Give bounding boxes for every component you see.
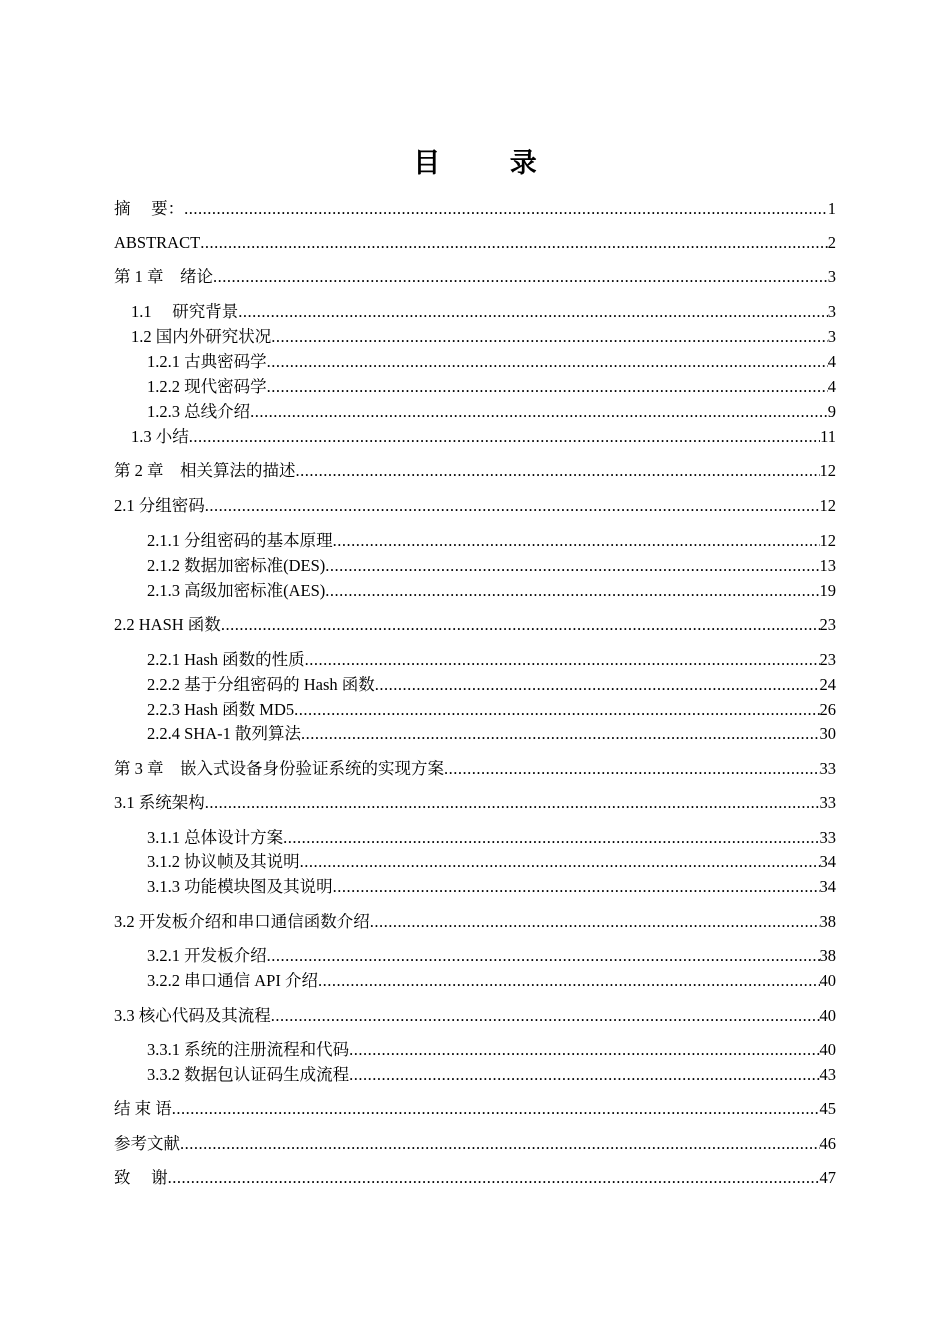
- toc-entry[interactable]: [131, 325, 836, 349]
- toc-entry-page-number: 47: [819, 1168, 836, 1187]
- toc-entry-page-number: 3: [827, 302, 836, 321]
- toc-dot-leader: [213, 265, 828, 289]
- toc-entry-label: 1.2.1 古典密码学: [147, 352, 267, 371]
- toc-entry[interactable]: [147, 698, 836, 722]
- toc-entry-page-number: 12: [819, 531, 836, 550]
- toc-entry-label: 第 2 章 相关算法的描述: [114, 461, 296, 480]
- toc-entry-page-number: 46: [819, 1134, 836, 1153]
- toc-entry-page-number: 12: [819, 461, 836, 480]
- toc-entry-page-number: 13: [819, 556, 836, 575]
- toc-entry-page-number: 34: [819, 852, 836, 871]
- toc-entry-label: 3.1 系统架构: [114, 793, 205, 812]
- toc-dot-leader: [318, 969, 820, 993]
- toc-dot-leader: [325, 579, 819, 603]
- toc-dot-leader: [349, 1063, 819, 1087]
- toc-entry[interactable]: [147, 375, 836, 399]
- toc-entry-page-number: 40: [819, 1040, 836, 1059]
- toc-entry[interactable]: [147, 944, 836, 968]
- toc-entry[interactable]: [114, 757, 836, 781]
- toc-entry[interactable]: [147, 554, 836, 578]
- toc-dot-leader: [333, 529, 820, 553]
- toc-entry[interactable]: [114, 459, 836, 483]
- toc-entry-page-number: 34: [819, 877, 836, 896]
- toc-entry-page-number: 4: [827, 377, 836, 396]
- toc-entry[interactable]: [147, 722, 836, 746]
- toc-entry-label: 3.3.2 数据包认证码生成流程: [147, 1065, 350, 1084]
- toc-entry[interactable]: [114, 1097, 836, 1121]
- toc-dot-leader: [296, 459, 820, 483]
- toc-entry-label: 3.2.2 串口通信 API 介绍: [147, 971, 318, 990]
- toc-entry-page-number: 3: [827, 267, 836, 286]
- toc-entry-label: 致 谢: [114, 1168, 168, 1187]
- toc-entry-label: 3.3 核心代码及其流程: [114, 1006, 271, 1025]
- toc-entry-label: 第 1 章 绪论: [114, 267, 213, 286]
- toc-entry[interactable]: [147, 648, 836, 672]
- toc-entry-page-number: 33: [819, 828, 836, 847]
- toc-entry-page-number: 40: [819, 971, 836, 990]
- toc-entry[interactable]: [131, 300, 836, 324]
- toc-entry-page-number: 26: [819, 700, 836, 719]
- toc-entry-page-number: 2: [827, 233, 836, 252]
- toc-entry-page-number: 38: [819, 912, 836, 931]
- toc-entry-label: 3.1.3 功能模块图及其说明: [147, 877, 333, 896]
- toc-dot-leader: [444, 757, 820, 781]
- toc-entry-label: 3.1.1 总体设计方案: [147, 828, 284, 847]
- toc-entry-label: 1.1 研究背景: [131, 302, 239, 321]
- toc-dot-leader: [200, 231, 828, 255]
- toc-entry[interactable]: [147, 850, 836, 874]
- toc-entry-page-number: 4: [827, 352, 836, 371]
- toc-entry-page-number: 45: [819, 1099, 836, 1118]
- toc-entry[interactable]: [114, 1132, 836, 1156]
- toc-entry-page-number: 9: [827, 402, 836, 421]
- toc-entry-label: 结 束 语: [114, 1099, 172, 1118]
- toc-entry[interactable]: [114, 494, 836, 518]
- toc-entry-page-number: 33: [819, 759, 836, 778]
- toc-entry-label: 1.2 国内外研究状况: [131, 327, 272, 346]
- toc-entry-label: 2.2.3 Hash 函数 MD5: [147, 700, 295, 719]
- toc-entry-label: 1.3 小结: [131, 427, 189, 446]
- toc-entry-page-number: 23: [819, 650, 836, 669]
- toc-entry-page-number: 43: [819, 1065, 836, 1084]
- toc-entry-label: 摘 要：: [114, 199, 185, 218]
- toc-dot-leader: [205, 791, 820, 815]
- toc-dot-leader: [301, 722, 819, 746]
- toc-entry-label: 2.2 HASH 函数: [114, 615, 221, 634]
- toc-dot-leader: [172, 1097, 820, 1121]
- toc-dot-leader: [375, 673, 820, 697]
- toc-dot-leader: [205, 494, 820, 518]
- toc-entry[interactable]: [114, 265, 836, 289]
- toc-entry-page-number: 11: [820, 427, 836, 446]
- toc-dot-leader: [180, 1132, 820, 1156]
- toc-dot-leader: [349, 1038, 819, 1062]
- toc-dot-leader: [250, 400, 828, 424]
- toc-entry[interactable]: [114, 613, 836, 637]
- toc-entry-label: 2.1.2 数据加密标准(DES): [147, 556, 326, 575]
- toc-dot-leader: [300, 850, 820, 874]
- toc-entry-label: 参考文献: [114, 1134, 180, 1153]
- toc-entry-page-number: 3: [827, 327, 836, 346]
- toc-dot-leader: [271, 325, 828, 349]
- toc-dot-leader: [267, 375, 828, 399]
- toc-entry-label: 3.3.1 系统的注册流程和代码: [147, 1040, 350, 1059]
- toc-entry[interactable]: [147, 1038, 836, 1062]
- toc-entry-label: 3.1.2 协议帧及其说明: [147, 852, 300, 871]
- toc-entry-label: 2.2.1 Hash 函数的性质: [147, 650, 305, 669]
- toc-dot-leader: [325, 554, 819, 578]
- toc-entry-page-number: 38: [819, 946, 836, 965]
- toc-dot-leader: [294, 698, 819, 722]
- toc-dot-leader: [370, 910, 820, 934]
- toc-entry[interactable]: [131, 425, 836, 449]
- toc-dot-leader: [184, 197, 828, 221]
- toc-entry-label: 2.1.1 分组密码的基本原理: [147, 531, 333, 550]
- toc-dot-leader: [168, 1166, 820, 1190]
- toc-entry[interactable]: [114, 231, 836, 255]
- toc-entry-label: 2.1.3 高级加密标准(AES): [147, 581, 326, 600]
- toc-entry[interactable]: [147, 529, 836, 553]
- toc-entry-page-number: 33: [819, 793, 836, 812]
- toc-entry[interactable]: [114, 197, 836, 221]
- toc-entry[interactable]: [147, 826, 836, 850]
- toc-entry-page-number: 24: [819, 675, 836, 694]
- toc-entry[interactable]: [114, 1166, 836, 1190]
- toc-entry-page-number: 12: [819, 496, 836, 515]
- toc-entry-label: 第 3 章 嵌入式设备身份验证系统的实现方案: [114, 759, 444, 778]
- toc-entry-page-number: 1: [827, 199, 836, 218]
- toc-entry-page-number: 23: [819, 615, 836, 634]
- toc-entry[interactable]: [147, 875, 836, 899]
- toc-dot-leader: [189, 425, 820, 449]
- toc-dot-leader: [305, 648, 820, 672]
- toc-dot-leader: [267, 350, 828, 374]
- toc-dot-leader: [267, 944, 820, 968]
- toc-entry[interactable]: [114, 1004, 836, 1028]
- toc-entry[interactable]: [147, 1063, 836, 1087]
- toc-entry-label: 1.2.2 现代密码学: [147, 377, 267, 396]
- toc-entry[interactable]: [147, 400, 836, 424]
- toc-entry-label: 2.1 分组密码: [114, 496, 205, 515]
- toc-entry[interactable]: [114, 791, 836, 815]
- toc-entry-label: 1.2.3 总线介绍: [147, 402, 251, 421]
- toc-entry[interactable]: [147, 579, 836, 603]
- toc-entry[interactable]: [147, 969, 836, 993]
- toc-entry-label: 3.2.1 开发板介绍: [147, 946, 267, 965]
- toc-dot-leader: [238, 300, 828, 324]
- toc-entry-label: 3.2 开发板介绍和串口通信函数介绍: [114, 912, 370, 931]
- toc-entry-label: 2.2.2 基于分组密码的 Hash 函数: [147, 675, 375, 694]
- page-title: 目 录: [413, 148, 567, 179]
- toc-entry-page-number: 30: [819, 724, 836, 743]
- toc-entry-page-number: 19: [819, 581, 836, 600]
- toc-entry-page-number: 40: [819, 1006, 836, 1025]
- toc-entry[interactable]: [147, 350, 836, 374]
- toc-entry-label: ABSTRACT: [114, 233, 201, 252]
- toc-dot-leader: [333, 875, 820, 899]
- toc-dot-leader: [283, 826, 819, 850]
- toc-entry[interactable]: [147, 673, 836, 697]
- toc-dot-leader: [221, 613, 820, 637]
- toc-entry[interactable]: [114, 910, 836, 934]
- toc-dot-leader: [271, 1004, 820, 1028]
- toc-entry-label: 2.2.4 SHA-1 散列算法: [147, 724, 302, 743]
